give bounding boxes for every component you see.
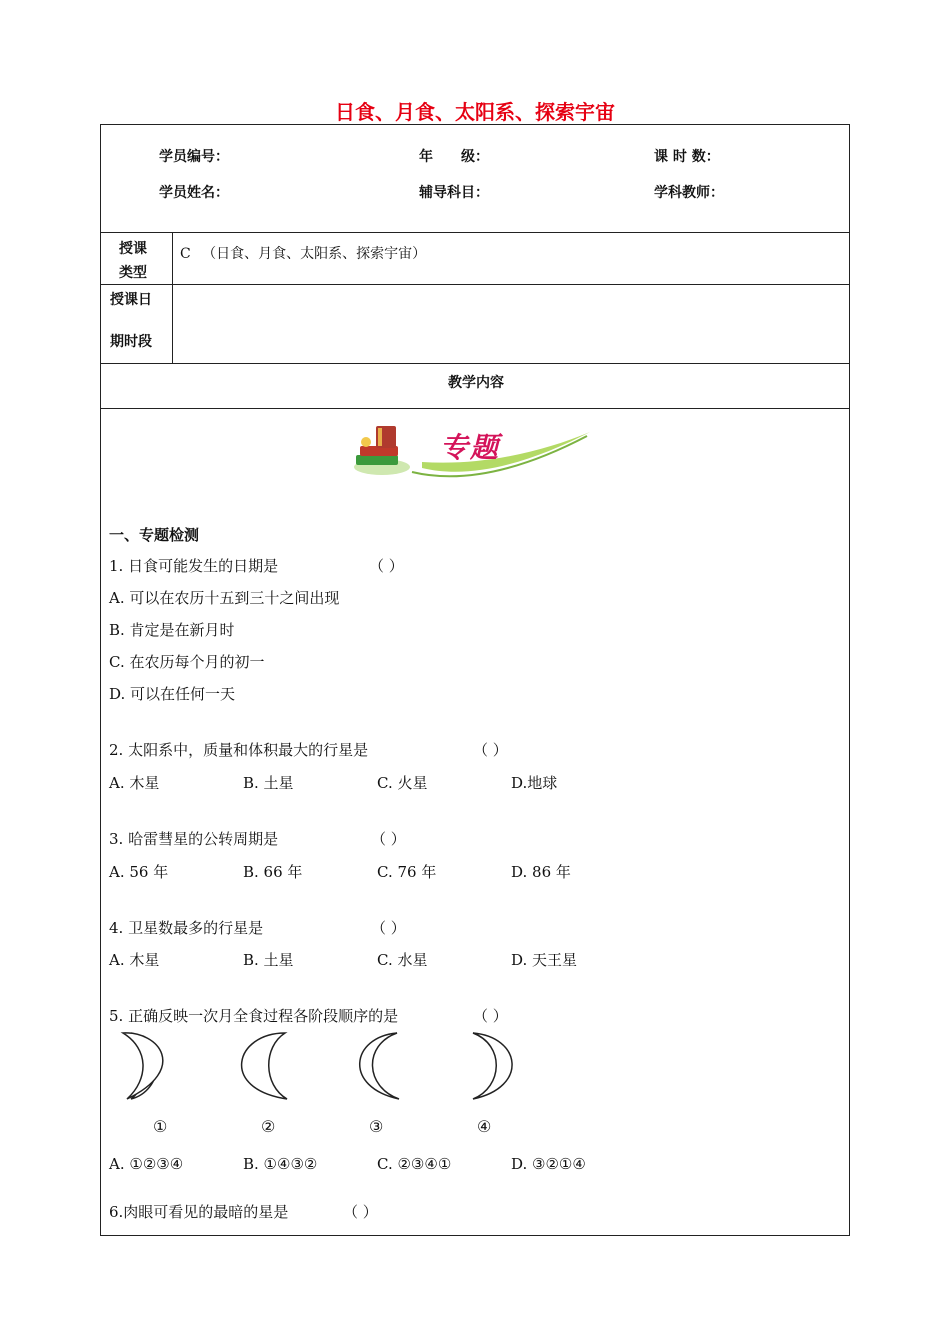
option: B. ①④③②	[243, 1155, 318, 1173]
option: D. 86 年	[511, 863, 571, 881]
date-label-2: 期时段	[110, 334, 152, 350]
option: B. 土星	[243, 951, 294, 969]
student-id-label: 学员编号：	[159, 149, 229, 165]
answer-blank: （ ）	[371, 830, 406, 848]
banner-text: 专题	[440, 431, 501, 464]
option: B. 肯定是在新月时	[109, 621, 235, 639]
moon-phase-3	[347, 1029, 407, 1103]
option: A. 可以在农历十五到三十之间出现	[109, 589, 340, 607]
question-stem: 4. 卫星数最多的行星是	[109, 919, 264, 937]
topic-banner	[352, 422, 592, 482]
divider	[172, 232, 173, 363]
divider	[101, 408, 849, 409]
answer-blank: （ ）	[371, 919, 406, 937]
option: C. 76 年	[377, 863, 437, 881]
option: B. 土星	[243, 774, 294, 792]
divider	[101, 363, 849, 364]
option: D. 天王星	[511, 951, 578, 969]
question-stem: 6.肉眼可看见的最暗的星是	[109, 1203, 289, 1221]
moon-phase-4	[467, 1029, 527, 1103]
student-name-label: 学员姓名：	[159, 185, 229, 201]
moon-phase-1	[119, 1029, 183, 1103]
type-label: 授课 类型	[119, 241, 147, 281]
date-label-1: 授课日	[110, 292, 152, 308]
moon-label: ③	[369, 1117, 384, 1136]
question-stem: 5. 正确反映一次月全食过程各阶段顺序的是	[109, 1007, 399, 1025]
hours-label: 课 时 数：	[654, 149, 720, 165]
moon-phase-2	[225, 1029, 295, 1103]
answer-blank: （ ）	[343, 1203, 378, 1221]
teacher-label: 学科教师：	[654, 185, 724, 201]
option: D. ③②①④	[511, 1155, 586, 1173]
option: B. 66 年	[243, 863, 303, 881]
section-title: 一、专题检测	[109, 526, 200, 544]
moon-label: ①	[153, 1117, 168, 1136]
subject-label: 辅导科目：	[419, 185, 489, 201]
question-stem: 3. 哈雷彗星的公转周期是	[109, 830, 279, 848]
option: D. 可以在任何一天	[109, 685, 236, 703]
option: A. 木星	[109, 951, 160, 969]
option: C. 水星	[377, 951, 428, 969]
option: A. 木星	[109, 774, 160, 792]
lesson-table	[100, 124, 850, 1236]
answer-blank: （ ）	[473, 1007, 508, 1025]
divider	[101, 284, 849, 285]
content-header: 教学内容	[448, 375, 504, 391]
option: C. 在农历每个月的初一	[109, 653, 265, 671]
question-stem: 1. 日食可能发生的日期是	[109, 557, 279, 575]
option: A. ①②③④	[109, 1155, 184, 1173]
type-value: C （日食、月食、太阳系、探索宇宙）	[180, 246, 427, 262]
page-title: 日食、月食、太阳系、探索宇宙	[335, 100, 615, 124]
grade-label: 年 级：	[419, 149, 489, 165]
moon-label: ④	[477, 1117, 492, 1136]
answer-blank: （ ）	[369, 557, 404, 575]
question-stem: 2. 太阳系中，质量和体积最大的行星是	[109, 741, 369, 759]
moon-label: ②	[261, 1117, 276, 1136]
option: C. ②③④①	[377, 1155, 452, 1173]
option: D.地球	[511, 774, 558, 792]
option: A. 56 年	[109, 863, 169, 881]
divider	[101, 232, 849, 233]
option: C. 火星	[377, 774, 428, 792]
answer-blank: （ ）	[473, 741, 508, 759]
